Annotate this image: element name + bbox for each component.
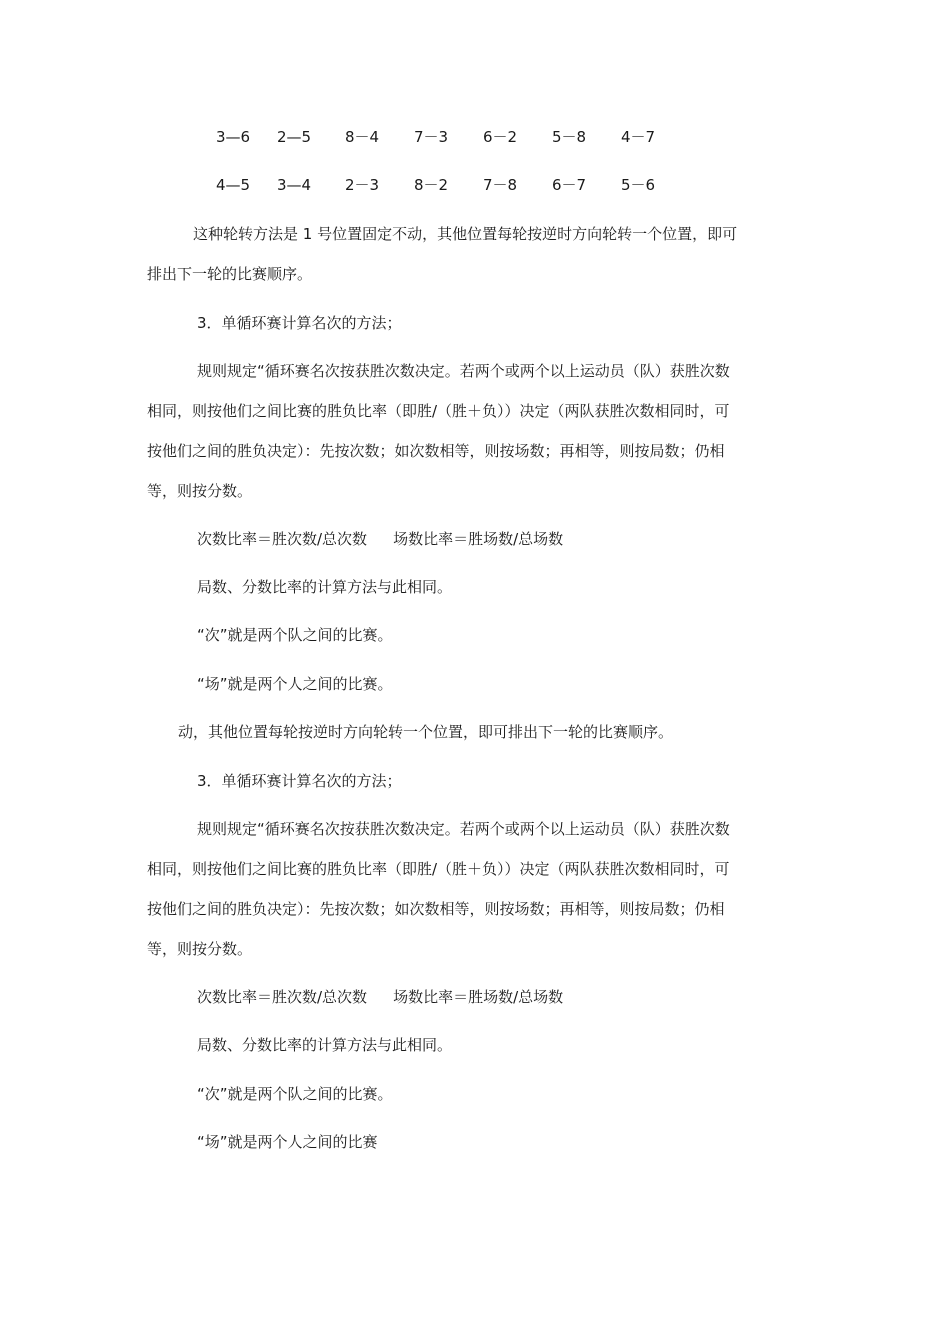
formula-line xyxy=(197,987,563,1007)
rule-line-2: 相同，则按他们之间比赛的胜负比率（即胜/（胜＋负））决定（两队获胜次数相同时，可 xyxy=(147,402,730,420)
rule-line-1: 规则规定“循环赛名次按获胜次数决定。若两个或两个以上运动员（队）获胜次数 xyxy=(197,362,730,380)
rule-line-3: 按他们之间的胜负决定）：先按次数；如次数相等，则按场数；再相等，则按局数；仍相 xyxy=(147,900,725,918)
rotation-pair: 8－4 xyxy=(345,128,380,146)
section-heading: 3．单循环赛计算名次的方法； xyxy=(197,772,402,790)
rule-line-4: 等，则按分数。 xyxy=(147,940,253,958)
rotation-pair: 3—6 xyxy=(216,128,251,146)
rotation-pair: 7－8 xyxy=(483,176,518,194)
paragraph-rotation-line-1: 这种轮转方法是 1 号位置固定不动，其他位置每轮按逆时方向轮转一个位置，即可 xyxy=(193,225,738,243)
rotation-pair: 6－2 xyxy=(483,128,518,146)
rotation-pair: 2—5 xyxy=(277,128,312,146)
formula-ci: 次数比率＝胜次数/总次数 xyxy=(197,530,368,548)
chang-definition: “场”就是两个人之间的比赛。 xyxy=(197,675,393,693)
formula-chang: 场数比率＝胜场数/总场数 xyxy=(393,988,564,1006)
rotation-pair: 2－3 xyxy=(345,176,380,194)
rotation-pair: 3—4 xyxy=(277,176,312,194)
chang-definition: “场”就是两个人之间的比赛 xyxy=(197,1133,378,1151)
rotation-pair: 6－7 xyxy=(552,176,587,194)
formula-chang: 场数比率＝胜场数/总场数 xyxy=(393,530,564,548)
rotation-pair: 7－3 xyxy=(414,128,449,146)
rotation-pair: 5－8 xyxy=(552,128,587,146)
formula-line xyxy=(197,529,563,549)
fragment-line: 动，其他位置每轮按逆时方向轮转一个位置，即可排出下一轮的比赛顺序。 xyxy=(178,723,674,741)
rotation-pair: 4－7 xyxy=(621,128,656,146)
same-method-line: 局数、分数比率的计算方法与此相同。 xyxy=(197,1036,453,1054)
rule-line-4: 等，则按分数。 xyxy=(147,482,253,500)
rule-line-3: 按他们之间的胜负决定）：先按次数；如次数相等，则按场数；再相等，则按局数；仍相 xyxy=(147,442,725,460)
rule-line-1: 规则规定“循环赛名次按获胜次数决定。若两个或两个以上运动员（队）获胜次数 xyxy=(197,820,730,838)
rule-line-2: 相同，则按他们之间比赛的胜负比率（即胜/（胜＋负））决定（两队获胜次数相同时，可 xyxy=(147,860,730,878)
same-method-line: 局数、分数比率的计算方法与此相同。 xyxy=(197,578,453,596)
paragraph-rotation-line-2: 排出下一轮的比赛顺序。 xyxy=(147,265,313,283)
section-heading: 3．单循环赛计算名次的方法； xyxy=(197,314,402,332)
ci-definition: “次”就是两个队之间的比赛。 xyxy=(197,626,393,644)
ci-definition: “次”就是两个队之间的比赛。 xyxy=(197,1085,393,1103)
formula-ci: 次数比率＝胜次数/总次数 xyxy=(197,988,368,1006)
rotation-pair: 8－2 xyxy=(414,176,449,194)
rotation-pair: 4—5 xyxy=(216,176,251,194)
rotation-pair: 5－6 xyxy=(621,176,656,194)
